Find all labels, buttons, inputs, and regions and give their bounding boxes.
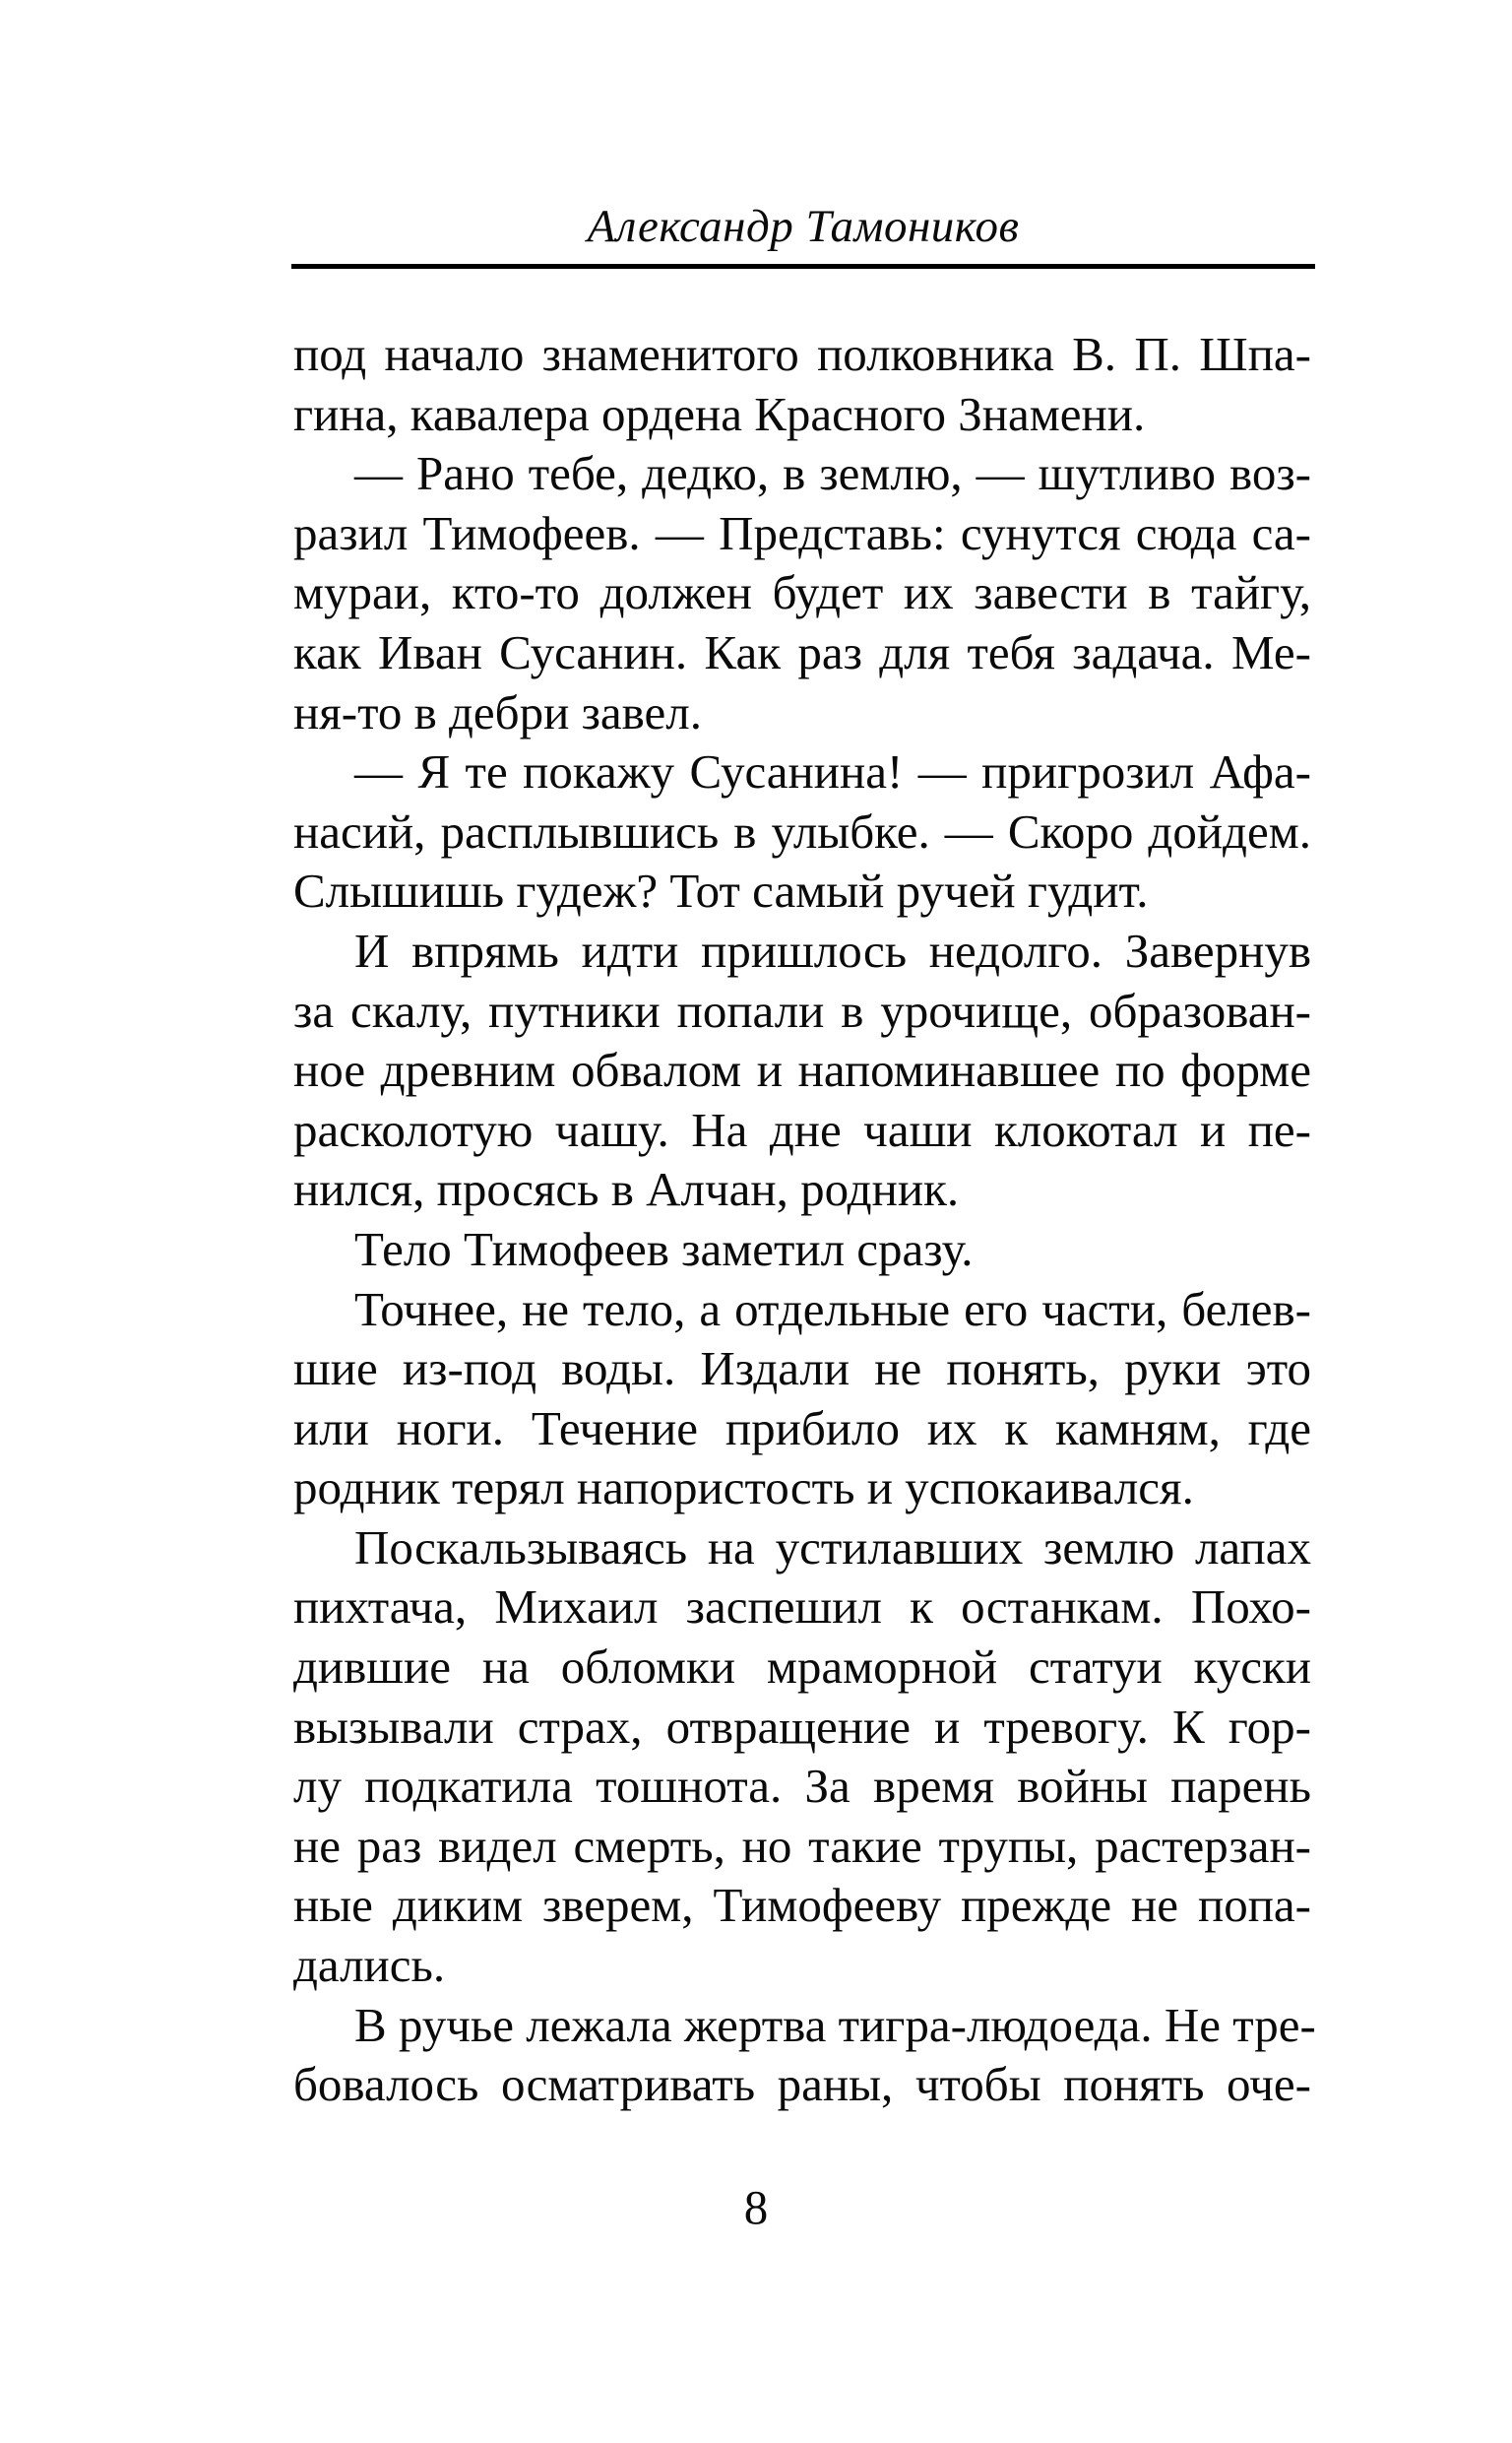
text-line: расколотую чашу. На дне чаши клокотал и пе- (293, 1102, 1311, 1157)
text-line: бовалось осматривать раны, чтобы понять оче- (293, 2057, 1311, 2112)
text-line: Слышишь гудеж? Тот самый ручей гудит. (293, 864, 1149, 919)
text-line: шие из-под воды. Издали не понять, руки это (293, 1341, 1311, 1396)
text-line: как Иван Сусанин. Как раз для тебя задача. Ме- (293, 624, 1311, 679)
text-line: под начало знаменитого полковника В. П. Шпа- (293, 327, 1311, 381)
header-rule-divider (291, 264, 1315, 269)
text-line: дались. (293, 1938, 446, 1993)
text-line: ня-то в дебри завел. (293, 684, 702, 739)
text-line: пихтача, Михаил заспешил к останкам. Похо- (293, 1579, 1311, 1635)
text-line: Точнее, не тело, а отдельные его части, белев- (354, 1281, 1311, 1336)
text-line: не раз видел смерть, но такие трупы, растерзан- (293, 1818, 1311, 1873)
text-line: дившие на обломки мраморной статуи куски (293, 1639, 1311, 1695)
text-line: мураи, кто-то должен будет их завести в тайгу, (293, 565, 1311, 620)
text-line: вызывали страх, отвращение и тревогу. К гор- (293, 1699, 1311, 1754)
text-line: родник терял напористость и успокаивался. (293, 1460, 1194, 1515)
text-line: Поскальзываясь на устилавших землю лапах (354, 1519, 1311, 1575)
text-line: разил Тимофеев. — Представь: сунутся сюда са- (293, 505, 1311, 560)
text-line: ные диким зверем, Тимофееву прежде не попа- (293, 1878, 1311, 1933)
text-line: гина, кавалера ордена Красного Знамени. (293, 386, 1146, 441)
text-line: лу подкатила тошнота. За время войны парень (293, 1759, 1311, 1814)
text-line: или ноги. Течение прибило их к камням, где (293, 1400, 1311, 1455)
text-line: Тело Тимофеев заметил сразу. (354, 1221, 974, 1276)
running-head-author: Александр Тамоников (587, 201, 1020, 252)
text-line: — Я те покажу Сусанина! — пригрозил Афа- (354, 744, 1311, 800)
body-text (293, 325, 1316, 2115)
text-line: И впрямь идти пришлось недолго. Завернув (354, 923, 1311, 978)
text-line: за скалу, путники попали в урочище, образован- (293, 983, 1311, 1038)
page-number: 8 (743, 2180, 769, 2234)
text-line: нился, просясь в Алчан, родник. (293, 1162, 960, 1217)
text-line: насий, расплывшись в улыбке. — Скоро дойдем. (293, 804, 1311, 859)
text-line: В ручье лежала жертва тигра-людоеда. Не тре- (354, 1997, 1316, 2052)
text-line: ное древним обвалом и напоминавшее по форме (293, 1043, 1311, 1098)
text-line: — Рано тебе, дедко, в землю, — шутливо воз- (354, 446, 1311, 501)
